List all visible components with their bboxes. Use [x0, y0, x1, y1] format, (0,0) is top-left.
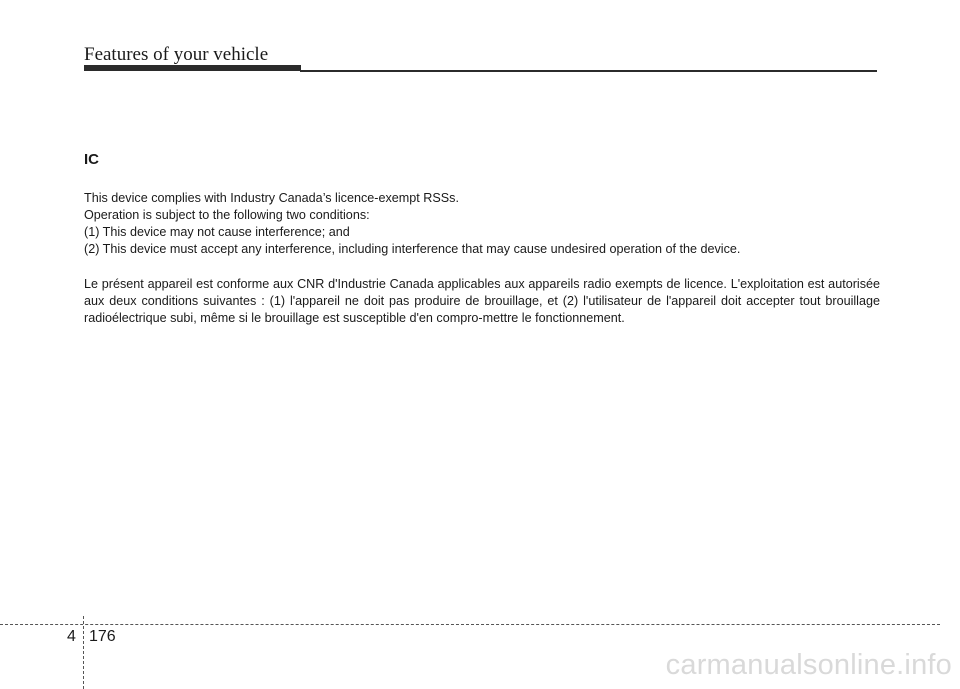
french-paragraph: Le présent appareil est conforme aux CNR d'Industrie Canada applicables aux appareils radio exempts de licence. L'exploitation est autorisée aux deux conditions suivantes : (1) l'appareil ne doit pas produire de brouillage, et (2) l'utilisateur de l'appareil doit accepter tout brouillage radioélectrique subi, même si le brouillage est susceptible d'en compro-mettre le fonctionnement.	[84, 277, 880, 325]
page-number: 176	[89, 628, 116, 645]
english-line: (1) This device may not cause interference; and	[84, 225, 350, 239]
section-heading: IC	[84, 151, 99, 168]
page-header-title: Features of your vehicle	[84, 44, 269, 65]
english-line: (2) This device must accept any interference, including interference that may cause undesired operation of the device.	[84, 242, 741, 256]
english-line: Operation is subject to the following two conditions:	[84, 208, 370, 222]
header-rule	[300, 70, 877, 72]
french-notice	[84, 276, 880, 327]
english-notice	[84, 190, 880, 258]
header-accent-bar	[84, 65, 301, 71]
watermark-text: carmanualsonline.info	[665, 649, 952, 681]
footer-dashed-divider	[83, 616, 84, 689]
english-line: This device complies with Industry Canada’s licence-exempt RSSs.	[84, 191, 459, 205]
footer-dashed-rule	[0, 624, 940, 625]
section-number: 4	[67, 628, 76, 645]
